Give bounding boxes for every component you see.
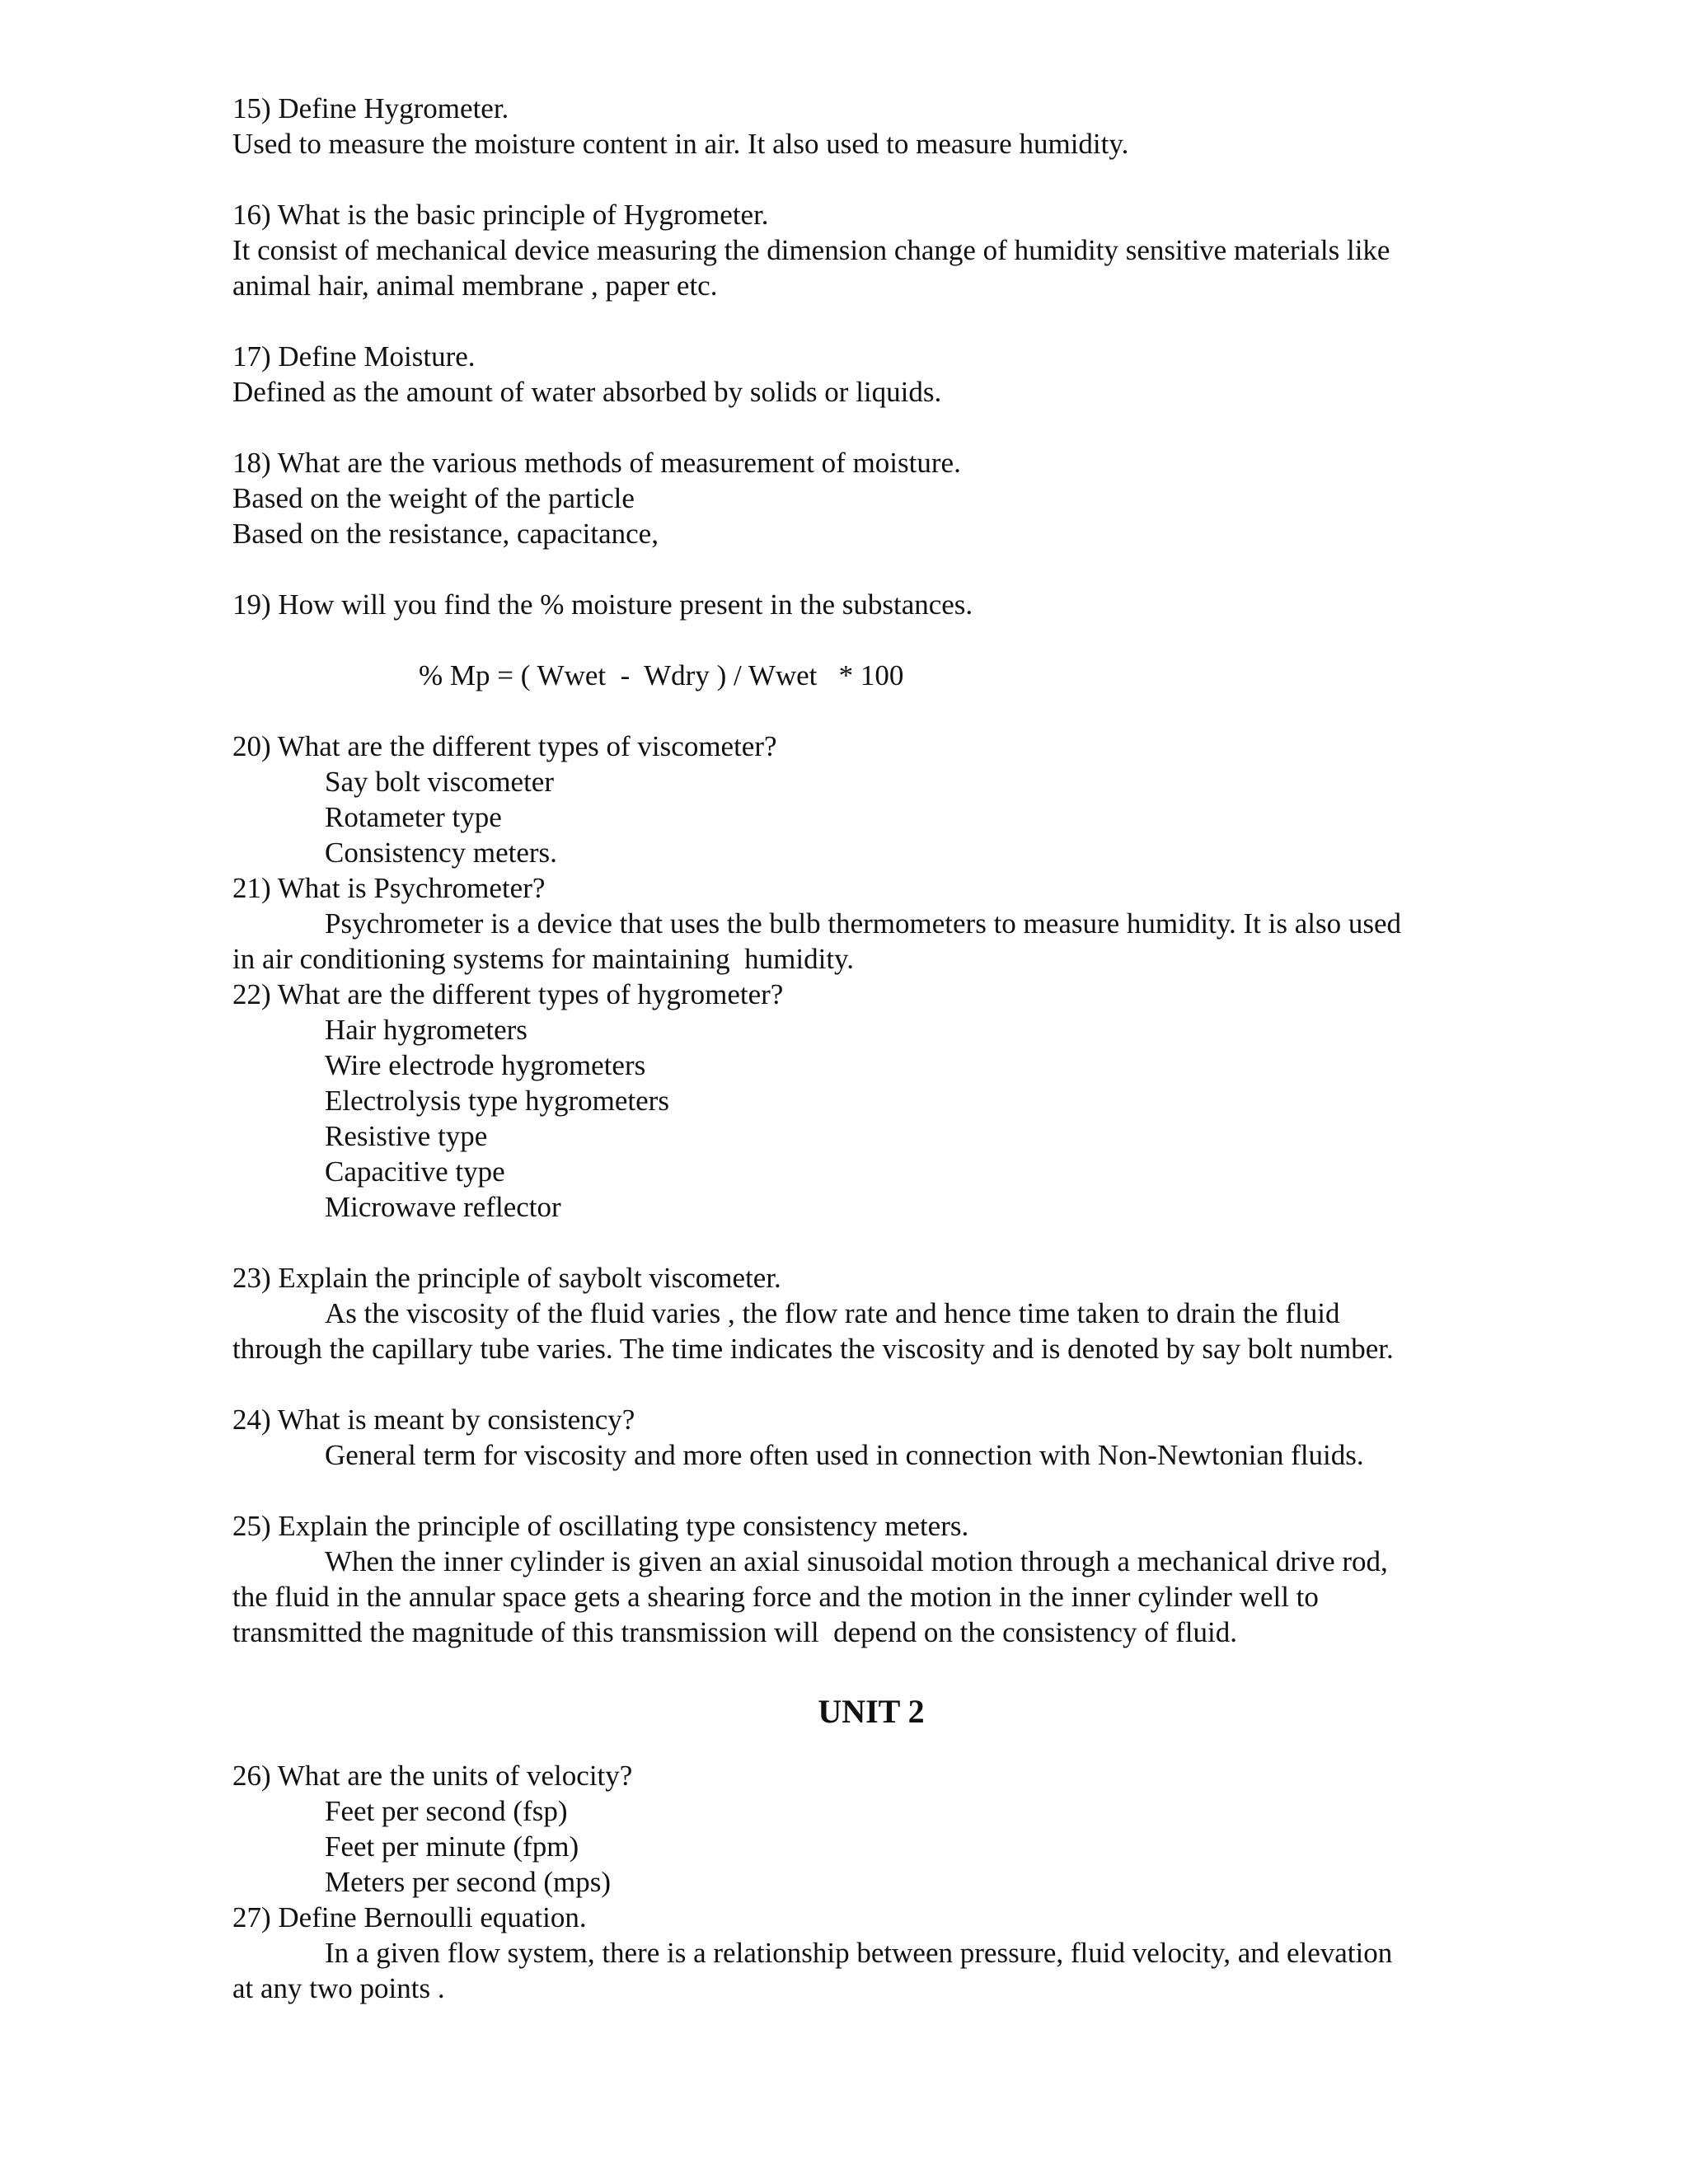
answer-15: Used to measure the moisture content in air. It also used to measure humidity.	[232, 128, 1129, 160]
answer-18-item-2: Based on the resistance, capacitance,	[232, 518, 659, 550]
answer-27-line-2: at any two points .	[232, 1972, 445, 2004]
answer-23-line-1: As the viscosity of the fluid varies , the flow rate and hence time taken to drain the fluid	[325, 1297, 1340, 1329]
answer-26-item-3: Meters per second (mps)	[325, 1866, 611, 1898]
answer-17: Defined as the amount of water absorbed by solids or liquids.	[232, 376, 942, 408]
answer-20-item-3: Consistency meters.	[325, 837, 557, 869]
answer-21-line-1: Psychrometer is a device that uses the bulb thermometers to measure humidity. It is also used	[325, 907, 1402, 940]
spacer	[232, 551, 1493, 587]
answer-16-line-2: animal hair, animal membrane , paper etc.	[232, 269, 718, 302]
question-27: 27) Define Bernoulli equation.	[232, 1901, 587, 1933]
answer-23-line-2: through the capillary tube varies. The time indicates the viscosity and is denoted by say bolt number.	[232, 1333, 1394, 1365]
spacer	[232, 622, 1493, 658]
spacer	[232, 1366, 1493, 1402]
answer-22-item-2: Wire electrode hygrometers	[325, 1049, 646, 1081]
unit-heading: UNIT 2	[818, 1693, 925, 1730]
spacer	[232, 410, 1493, 445]
answer-22-item-6: Microwave reflector	[325, 1191, 561, 1223]
question-22: 22) What are the different types of hygrometer?	[232, 978, 784, 1010]
question-24: 24) What is meant by consistency?	[232, 1404, 635, 1436]
answer-25-line-3: transmitted the magnitude of this transmission will depend on the consistency of fluid.	[232, 1616, 1237, 1648]
answer-25-line-2: the fluid in the annular space gets a shearing force and the motion in the inner cylinder well to	[232, 1581, 1319, 1613]
question-23: 23) Explain the principle of saybolt viscometer.	[232, 1262, 781, 1294]
answer-20-item-1: Say bolt viscometer	[325, 766, 555, 798]
question-19: 19) How will you find the % moisture present in the substances.	[232, 588, 973, 621]
question-25: 25) Explain the principle of oscillating type consistency meters.	[232, 1510, 969, 1542]
answer-22-item-4: Resistive type	[325, 1120, 488, 1152]
document-page	[232, 91, 1493, 2006]
question-16: 16) What is the basic principle of Hygrometer.	[232, 199, 769, 231]
answer-18-item-1: Based on the weight of the particle	[232, 482, 635, 514]
moisture-formula: % Mp = ( Wwet - Wdry ) / Wwet * 100	[419, 659, 904, 691]
spacer	[232, 693, 1493, 729]
question-26: 26) What are the units of velocity?	[232, 1760, 633, 1792]
spacer	[232, 303, 1493, 339]
answer-22-item-1: Hair hygrometers	[325, 1014, 528, 1046]
question-20: 20) What are the different types of viscometer?	[232, 730, 777, 762]
question-18: 18) What are the various methods of measurement of moisture.	[232, 447, 961, 479]
spacer	[232, 1225, 1493, 1260]
question-21: 21) What is Psychrometer?	[232, 872, 546, 904]
answer-27-line-1: In a given flow system, there is a relationship between pressure, fluid velocity, and elevation	[325, 1937, 1393, 1969]
answer-26-item-2: Feet per minute (fpm)	[325, 1830, 579, 1863]
answer-25-line-1: When the inner cylinder is given an axial sinusoidal motion through a mechanical drive rod,	[325, 1545, 1388, 1577]
answer-21-line-2: in air conditioning systems for maintaining humidity.	[232, 943, 855, 975]
answer-16-line-1: It consist of mechanical device measuring the dimension change of humidity sensitive materials like	[232, 234, 1390, 266]
question-17: 17) Define Moisture.	[232, 340, 476, 373]
answer-26-item-1: Feet per second (fsp)	[325, 1795, 568, 1827]
answer-22-item-5: Capacitive type	[325, 1155, 505, 1188]
answer-24: General term for viscosity and more often used in connection with Non-Newtonian fluids.	[325, 1439, 1364, 1471]
spacer	[232, 1650, 1493, 1685]
answer-22-item-3: Electrolysis type hygrometers	[325, 1085, 669, 1117]
answer-20-item-2: Rotameter type	[325, 801, 502, 833]
spacer	[232, 162, 1493, 197]
question-15: 15) Define Hygrometer.	[232, 92, 509, 124]
spacer	[232, 1473, 1493, 1508]
